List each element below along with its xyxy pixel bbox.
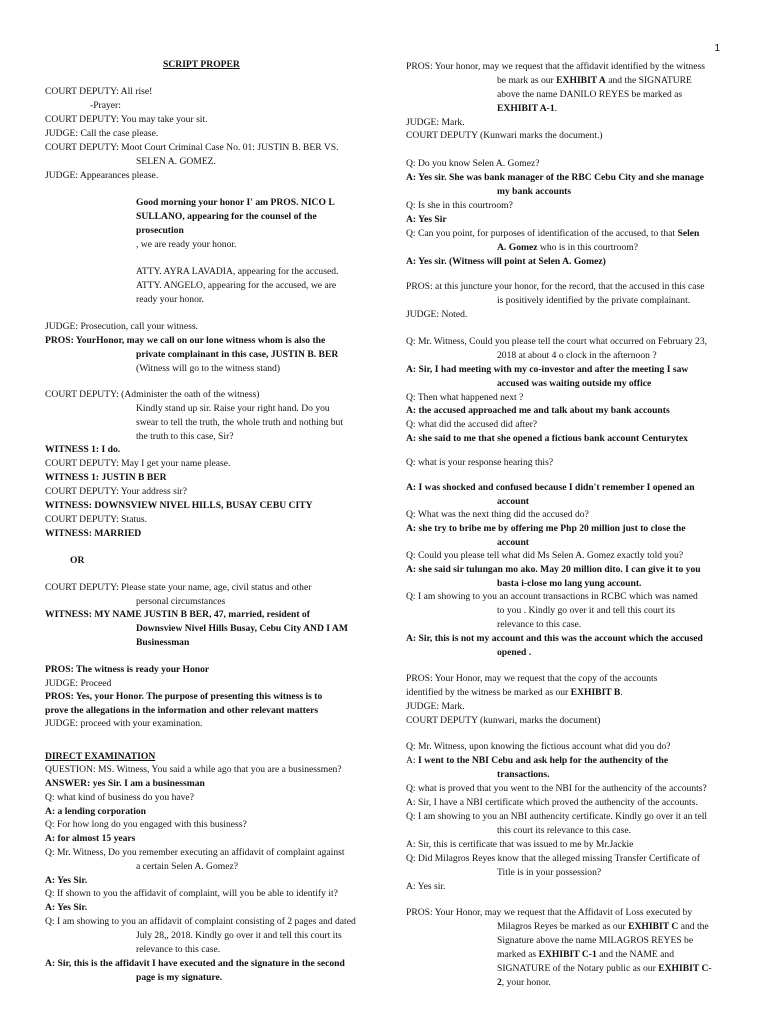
right-line: be mark as our EXHIBIT A and the SIGNATURE	[497, 75, 692, 86]
right-line: SIGNATURE of the Notary public as our EXHIBIT C-	[497, 963, 712, 974]
page-number: 1	[714, 43, 720, 54]
left-line: WITNESS: DOWNSVIEW NIVEL HILLS, BUSAY CEBU CITY	[45, 500, 313, 511]
right-line: this court its relevance to this case.	[497, 825, 632, 836]
left-line: SCRIPT PROPER	[163, 59, 240, 70]
left-line: COURT DEPUTY: You may take your sit.	[45, 114, 208, 125]
left-line: Q: If shown to you the affidavit of complaint, will you be able to identify it?	[45, 888, 338, 899]
right-line: PROS: at this juncture your honor, for the record, that the accused in this case	[406, 281, 705, 292]
left-line: A: Yes Sir.	[45, 875, 88, 886]
right-line: Q: Mr. Witness, upon knowing the fictious account what did you do?	[406, 741, 671, 752]
right-line: Q: I am showing to you an NBI authencity certificate. Kindly go over it an tell	[406, 811, 708, 822]
left-line: WITNESS 1: I do.	[45, 444, 121, 455]
right-line: account	[497, 537, 529, 548]
right-line: JUDGE: Mark.	[406, 117, 465, 128]
right-line: A: she try to bribe me by offering me Php 20 million just to close the	[406, 523, 686, 534]
left-line: COURT DEPUTY: Status.	[45, 514, 148, 525]
right-line: Q: What was the next thing did the accused do?	[406, 509, 589, 520]
right-line: above the name DANILO REYES be marked as	[497, 89, 683, 100]
right-line: is positively identified by the private complainant.	[497, 295, 691, 306]
left-line: SULLANO, appearing for the counsel of the	[136, 211, 317, 222]
left-line: Kindly stand up sir. Raise your right hand. Do you	[136, 403, 330, 414]
right-line: A: Sir, I had meeting with my co-investor and after the meeting I saw	[406, 364, 689, 375]
left-line: -Prayer:	[90, 100, 121, 111]
right-line: basta i-close mo lang yung account.	[497, 578, 642, 589]
left-line: ANSWER: yes Sir. I am a businessman	[45, 778, 205, 789]
left-line: PROS: The witness is ready your Honor	[45, 664, 210, 675]
left-line: page is my signature.	[136, 972, 223, 983]
right-line: PROS: Your honor, may we request that the affidavit identified by the witness	[406, 61, 705, 72]
left-line: OR	[70, 555, 85, 566]
right-line: EXHIBIT A-1.	[497, 103, 558, 114]
left-line: the truth to this case, Sir?	[136, 431, 234, 442]
right-line: my bank accounts	[497, 186, 572, 197]
left-line: Good morning your honor I' am PROS. NICO L	[136, 197, 335, 208]
left-line: July 28,, 2018. Kindly go over it and tell this court its	[136, 930, 342, 941]
right-line: A: Sir, I have a NBI certificate which proved the authencity of the accounts.	[406, 797, 698, 808]
left-line: ready your honor.	[136, 294, 204, 305]
right-line: account	[497, 496, 529, 507]
left-line: A: Yes Sir.	[45, 902, 88, 913]
left-line: Downsview Nivel Hills Busay, Cebu City AND I AM	[136, 623, 348, 634]
left-line: COURT DEPUTY: All rise!	[45, 86, 153, 97]
right-line: Q: Could you please tell what did Ms Selen A. Gomez exactly told you?	[406, 550, 684, 561]
left-line: COURT DEPUTY: May I get your name please.	[45, 458, 231, 469]
right-line: Q: Mr. Witness, Could you please tell the court what occurred on February 23,	[406, 336, 708, 347]
left-line: private complainant in this case, JUSTIN B. BER	[136, 349, 339, 360]
right-line: A: Yes Sir	[406, 214, 447, 225]
right-line: Q: Did Milagros Reyes know that the alleged missing Transfer Certificate of	[406, 853, 700, 864]
right-line: relevance to this case.	[497, 619, 582, 630]
right-line: identified by the witness be marked as our EXHIBIT B.	[406, 687, 623, 698]
right-line: A: Yes sir. (Witness will point at Selen A. Gomez)	[406, 256, 606, 267]
right-line: accused was waiting outside my office	[497, 378, 652, 389]
left-line: JUDGE: Proceed	[45, 678, 112, 689]
left-line: A: a lending corporation	[45, 806, 147, 817]
right-line: A: Yes sir. She was bank manager of the RBC Cebu City and she manage	[406, 172, 704, 183]
right-line: A: I was shocked and confused because I didn't remember I opened an	[406, 482, 695, 493]
right-line: Q: Then what happened next ?	[406, 392, 524, 403]
left-line: SELEN A. GOMEZ.	[136, 156, 216, 167]
right-line: Q: what is your response hearing this?	[406, 457, 554, 468]
left-line: prove the allegations in the information and other relevant matters	[45, 705, 319, 716]
right-line: Signature above the name MILAGROS REYES be	[497, 935, 694, 946]
right-line: A. Gomez who is in this courtroom?	[497, 242, 638, 253]
left-line: , we are ready your honor.	[136, 239, 237, 250]
right-line: A: Sir, this is certificate that was issued to me by Mr.Jackie	[406, 839, 634, 850]
right-line: PROS: Your Honor, may we request that the copy of the accounts	[406, 673, 658, 684]
left-line: JUDGE: Call the case please.	[45, 128, 159, 139]
right-line: 2, your honor.	[497, 977, 551, 988]
right-line: A: the accused approached me and talk about my bank accounts	[406, 405, 670, 416]
left-line: COURT DEPUTY: Please state your name, age, civil status and other	[45, 582, 312, 593]
right-line: Q: Can you point, for purposes of identification of the accused, to that Selen	[406, 228, 700, 239]
right-line: A: she said sir tulungan mo ako. May 20 million dito. I can give it to you	[406, 564, 701, 575]
left-line: Businessman	[136, 637, 190, 648]
left-line: COURT DEPUTY: Your address sir?	[45, 486, 188, 497]
left-line: Q: Mr. Witness, Do you remember executing an affidavit of complaint against	[45, 847, 345, 858]
right-line: COURT DEPUTY (kunwari, marks the document)	[406, 715, 601, 726]
left-line: WITNESS 1: JUSTIN B BER	[45, 472, 167, 483]
right-line: JUDGE: Mark.	[406, 701, 465, 712]
left-line: DIRECT EXAMINATION	[45, 751, 156, 762]
left-line: ATTY. ANGELO, appearing for the accused, we are	[136, 280, 337, 291]
right-line: COURT DEPUTY (Kunwari marks the document.)	[406, 130, 603, 141]
right-line: Q: Do you know Selen A. Gomez?	[406, 158, 540, 169]
left-line: JUDGE: proceed with your examination.	[45, 718, 203, 729]
left-line: Q: For how long do you engaged with this business?	[45, 819, 247, 830]
left-line: JUDGE: Prosecution, call your witness.	[45, 321, 198, 332]
right-line: 2018 at about 4 o clock in the afternoon ?	[497, 350, 657, 361]
left-line: swear to tell the truth, the whole truth and nothing but	[136, 417, 344, 428]
left-line: Q: I am showing to you an affidavit of complaint consisting of 2 pages and dated	[45, 916, 356, 927]
right-line: marked as EXHIBIT C-1 and the NAME and	[497, 949, 675, 960]
left-line: COURT DEPUTY: (Administer the oath of the witness)	[45, 389, 260, 400]
left-line: WITNESS: MARRIED	[45, 528, 142, 539]
left-line: PROS: YourHonor, may we call on our lone witness whom is also the	[45, 335, 326, 346]
left-line: A: for almost 15 years	[45, 833, 136, 844]
left-line: personal circumstances	[136, 596, 226, 607]
right-line: opened .	[497, 647, 532, 658]
left-line: prosecution	[136, 225, 184, 236]
right-line: transactions.	[497, 769, 550, 780]
right-line: to you . Kindly go over it and tell this court its	[497, 605, 675, 616]
right-line: A: she said to me that she opened a fictious bank account Centurytex	[406, 433, 688, 444]
right-line: Q: what did the accused did after?	[406, 419, 538, 430]
right-line: JUDGE: Noted.	[406, 309, 468, 320]
right-line: A: Yes sir.	[406, 881, 446, 892]
right-line: A: Sir, this is not my account and this was the account which the accused	[406, 633, 703, 644]
left-line: relevance to this case.	[136, 944, 221, 955]
left-line: A: Sir, this is the affidavit I have executed and the signature in the second	[45, 958, 345, 969]
right-line: PROS: Your Honor, may we request that the Affidavit of Loss executed by	[406, 907, 693, 918]
left-line: PROS: Yes, your Honor. The purpose of presenting this witness is to	[45, 691, 323, 702]
right-line: Q: I am showing to you an account transactions in RCBC which was named	[406, 591, 698, 602]
left-line: a certain Selen A. Gomez?	[136, 861, 239, 872]
right-line: Title is in your possession?	[497, 867, 602, 878]
left-line: ATTY. AYRA LAVADIA, appearing for the accused.	[136, 266, 339, 277]
right-line: Milagros Reyes be marked as our EXHIBIT C and the	[497, 921, 709, 932]
left-line: Q: what kind of business do you have?	[45, 792, 194, 803]
right-line: Q: Is she in this courtroom?	[406, 200, 513, 211]
right-line: A: I went to the NBI Cebu and ask help for the authencity of the	[406, 755, 669, 766]
left-line: QUESTION: MS. Witness, You said a while ago that you are a businessmen?	[45, 764, 342, 775]
left-line: COURT DEPUTY: Moot Court Criminal Case No. 01: JUSTIN B. BER VS.	[45, 142, 339, 153]
left-line: (Witness will go to the witness stand)	[136, 363, 281, 374]
left-line: JUDGE: Appearances please.	[45, 170, 159, 181]
left-line: WITNESS: MY NAME JUSTIN B BER, 47, married, resident of	[45, 609, 310, 620]
right-line: Q: what is proved that you went to the NBI for the authencity of the accounts?	[406, 783, 707, 794]
